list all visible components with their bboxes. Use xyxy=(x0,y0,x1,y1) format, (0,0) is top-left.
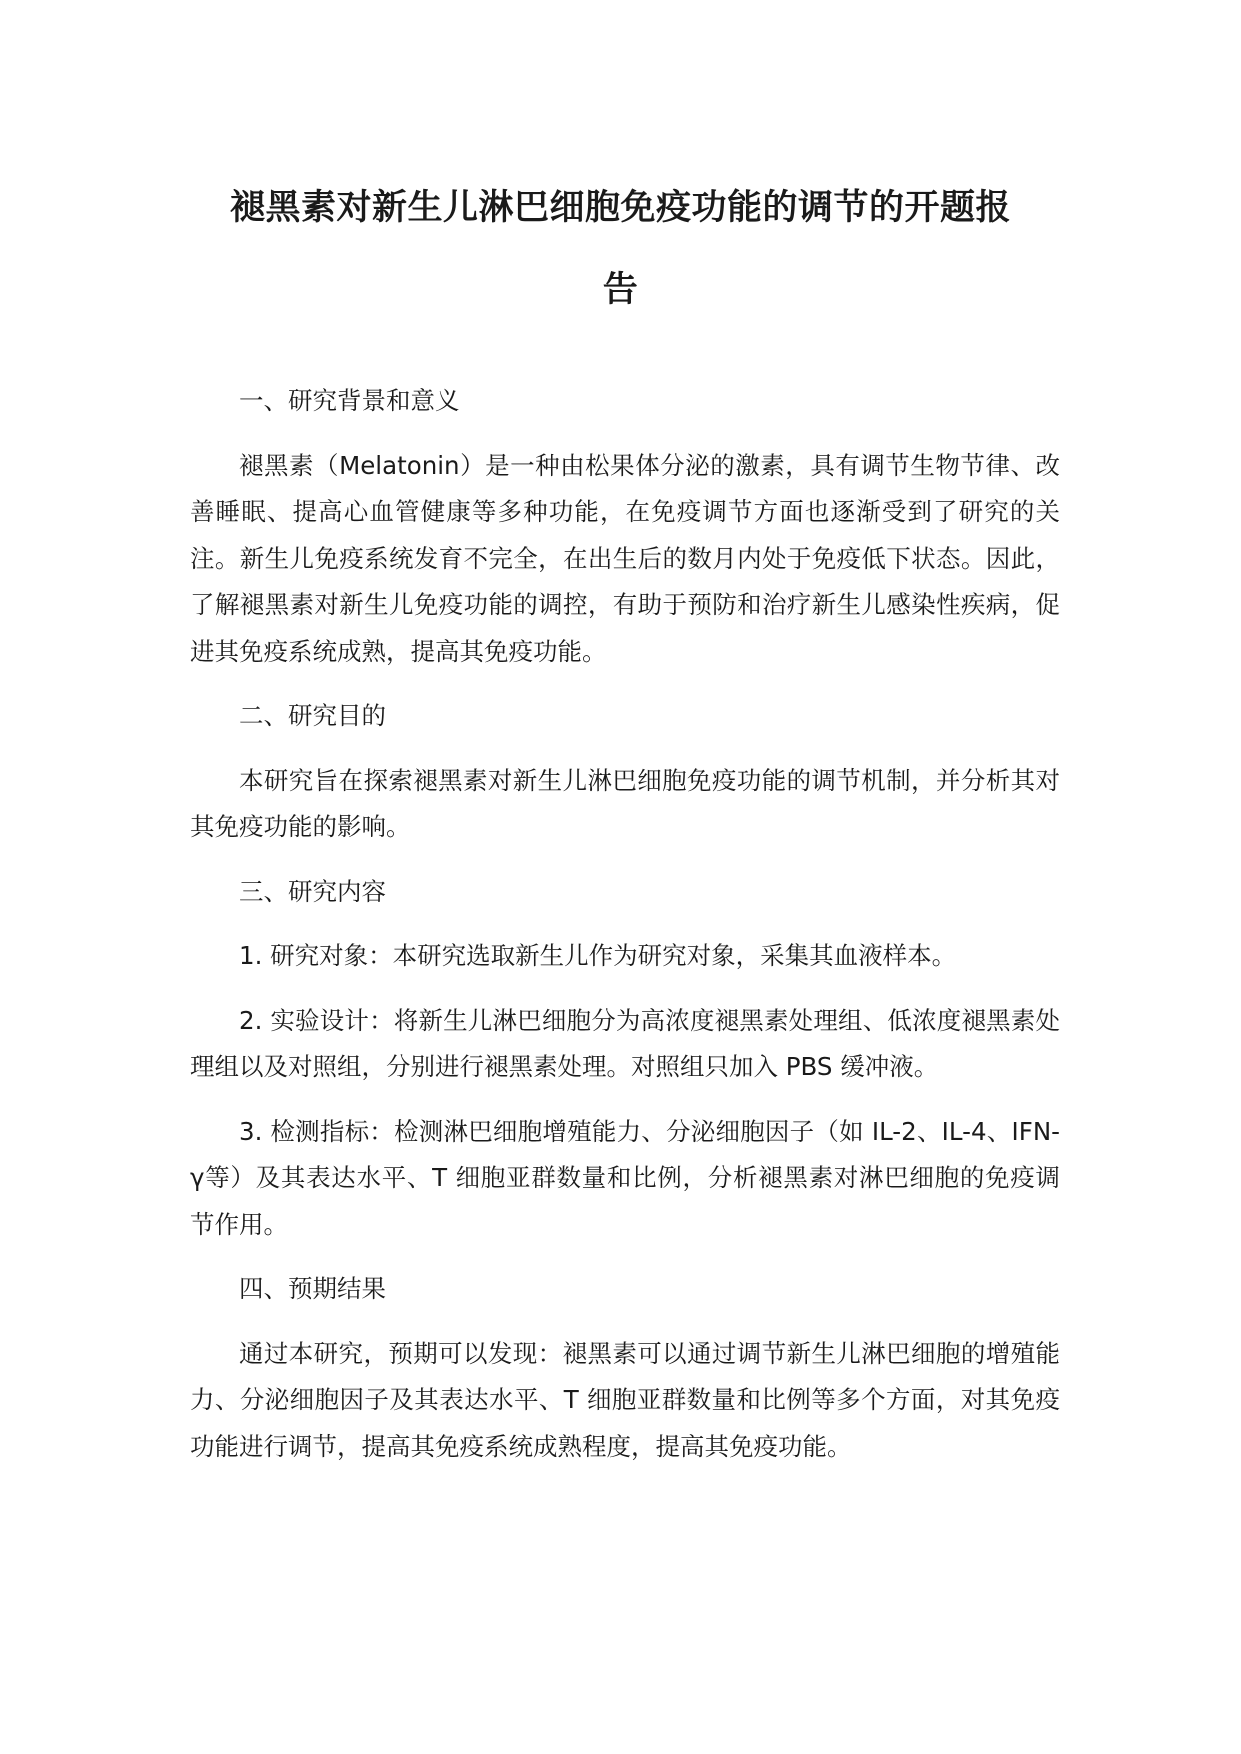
section-heading-background: 一、研究背景和意义 xyxy=(239,386,460,415)
document-title-continuation: 告 xyxy=(602,270,639,310)
section-heading-objective: 二、研究目的 xyxy=(239,701,386,730)
section-heading-content: 三、研究内容 xyxy=(239,876,386,906)
list-item-design: 2. 实验设计：将新生儿淋巴细胞分为高浓度褪黑素处理组、低浓度褪黑素处理组以及对照组，分别进行褪黑素处理。对照组只加入 PBS 缓冲液。 xyxy=(190,1005,1060,1081)
document-body xyxy=(190,378,1060,1488)
paragraph-background: 褪黑素（Melatonin）是一种由松果体分泌的激素，具有调节生物节律、改善睡眠、提高心血管健康等多种功能，在免疫调节方面也逐渐受到了研究的关注。新生儿免疫系统发育不完全，在出生后的数月内处于免疫低下状态。因此，了解褪黑素对新生儿免疫功能的调控，有助于预防和治疗新生儿感染性疾病，促进其免疫系统成熟，提高其免疫功能。 xyxy=(190,450,1060,666)
list-item-subjects: 1. 研究对象：本研究选取新生儿作为研究对象，采集其血液样本。 xyxy=(239,941,957,970)
section-heading-expected-results: 四、预期结果 xyxy=(239,1274,386,1303)
list-item-indicators: 3. 检测指标：检测淋巴细胞增殖能力、分泌细胞因子（如 IL-2、IL-4、IFN-γ等）及其表达水平、T 细胞亚群数量和比例，分析褪黑素对淋巴细胞的免疫调节作用。 xyxy=(190,1116,1060,1239)
paragraph-expected-results: 通过本研究，预期可以发现：褪黑素可以通过调节新生儿淋巴细胞的增殖能力、分泌细胞因子及其表达水平、T 细胞亚群数量和比例等多个方面，对其免疫功能进行调节，提高其免疫系统成熟程度，提高其免疫功能。 xyxy=(190,1338,1060,1461)
document-title: 褪黑素对新生儿淋巴细胞免疫功能的调节的开题报 xyxy=(229,188,1011,228)
paragraph-objective: 本研究旨在探索褪黑素对新生儿淋巴细胞免疫功能的调节机制，并分析其对其免疫功能的影响。 xyxy=(190,765,1060,841)
